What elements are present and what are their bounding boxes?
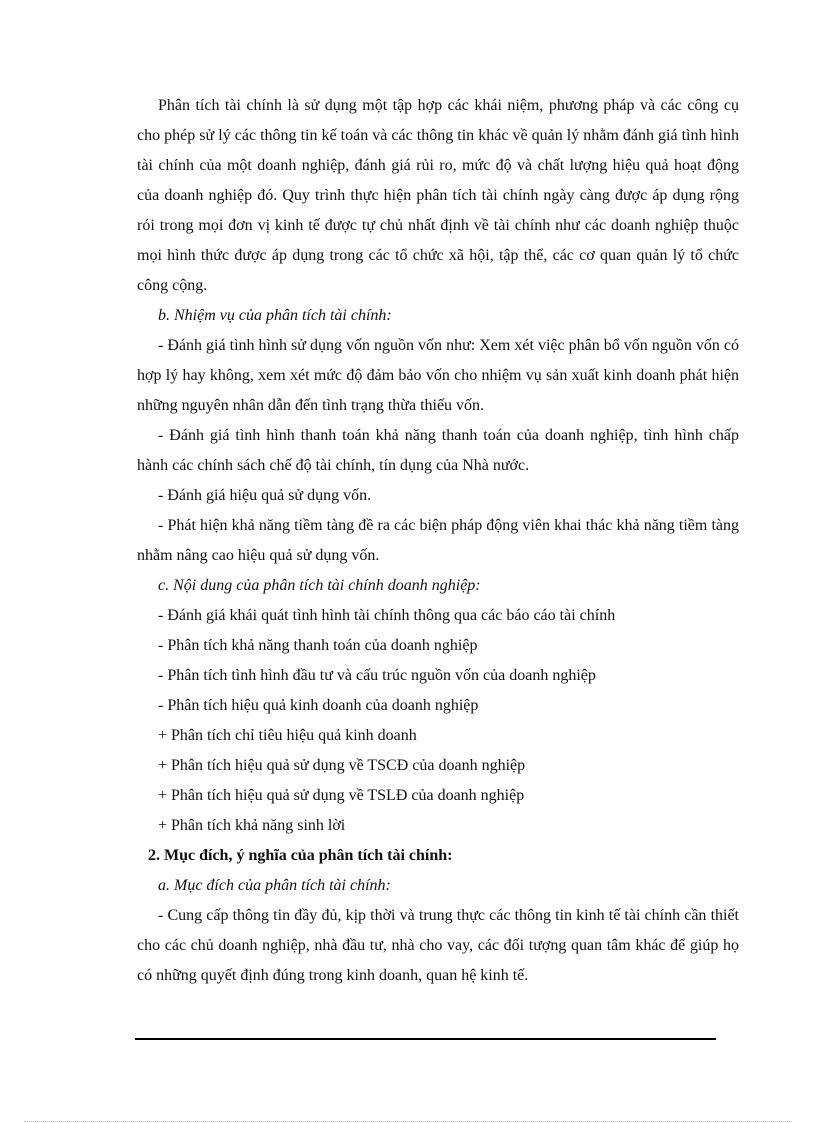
document-page	[137, 91, 739, 991]
section-c-item: - Phân tích tình hình đầu tư và cấu trúc nguồn vốn của doanh nghiệp	[158, 667, 596, 684]
section-2a-item: - Cung cấp thông tin đầy đủ, kịp thời và trung thực các thông tin kinh tế tài chính cần thiết cho các chủ doanh nghiệp, nhà đầu tư, nhà cho vay, các đối tượng quan tâm khác để giúp họ có những quyết định đúng trong kinh doanh, quan hệ kinh tế.	[137, 907, 739, 984]
section-c-subitem: + Phân tích hiệu quả sử dụng về TSCĐ của doanh nghiệp	[158, 757, 526, 774]
section-b-heading: b. Nhiệm vụ của phân tích tài chính:	[158, 307, 392, 324]
footer-rule	[135, 1038, 716, 1040]
section-2a-heading: a. Mục đích của phân tích tài chính:	[158, 877, 391, 894]
section-c-heading: c. Nội dung của phân tích tài chính doanh nghiệp:	[158, 577, 481, 594]
section-c-subitem: + Phân tích chỉ tiêu hiệu quả kinh doanh	[158, 727, 417, 744]
section-b-item: - Phát hiện khả năng tiềm tàng đề ra các biện pháp động viên khai thác khả năng tiềm tàng nhằm nâng cao hiệu quả sử dụng vốn.	[137, 517, 739, 564]
section-c-item: - Phân tích hiệu quả kinh doanh của doanh nghiệp	[158, 697, 479, 714]
section-b-item: - Đánh giá hiệu quả sử dụng vốn.	[158, 487, 372, 504]
intro-paragraph: Phân tích tài chính là sử dụng một tập hợp các khái niệm, phương pháp và các công cụ cho phép sử lý các thông tin kế toán và các thông tin khác về quản lý nhằm đánh giá tình hình tài chính của một doanh nghiệp, đánh giá rủi ro, mức độ và chất lượng hiệu quả hoạt động của doanh nghiệp đó. Quy trình thực hiện phân tích tài chính ngày càng được áp dụng rộng rói trong mọi đơn vị kinh tế được tự chủ nhất định về tài chính như các doanh nghiệp thuộc mọi hình thức được áp dụng trong các tổ chức xã hội, tập thể, các cơ quan quản lý tổ chức công cộng.	[137, 97, 739, 294]
section-c-subitem: + Phân tích khả năng sinh lời	[158, 817, 346, 834]
section-b-item: - Đánh giá tình hình sử dụng vốn nguồn vốn như: Xem xét việc phân bổ vốn nguồn vốn có hợp lý hay không, xem xét mức độ đảm bảo vốn cho nhiệm vụ sản xuất kinh doanh phát hiện những nguyên nhân dẫn đến tình trạng thừa thiếu vốn.	[137, 337, 739, 414]
page-bottom-border	[24, 1121, 792, 1122]
section-2-heading: 2. Mục đích, ý nghĩa của phân tích tài chính:	[148, 847, 453, 864]
section-c-subitem: + Phân tích hiệu quả sử dụng về TSLĐ của doanh nghiệp	[158, 787, 525, 804]
section-c-item: - Phân tích khả năng thanh toán của doanh nghiệp	[158, 637, 478, 654]
section-c-item: - Đánh giá khái quát tình hình tài chính thông qua các báo cáo tài chính	[158, 607, 616, 624]
section-b-item: - Đánh giá tình hình thanh toán khả năng thanh toán của doanh nghiệp, tình hình chấp hành các chính sách chế độ tài chính, tín dụng của Nhà nước.	[137, 427, 739, 474]
